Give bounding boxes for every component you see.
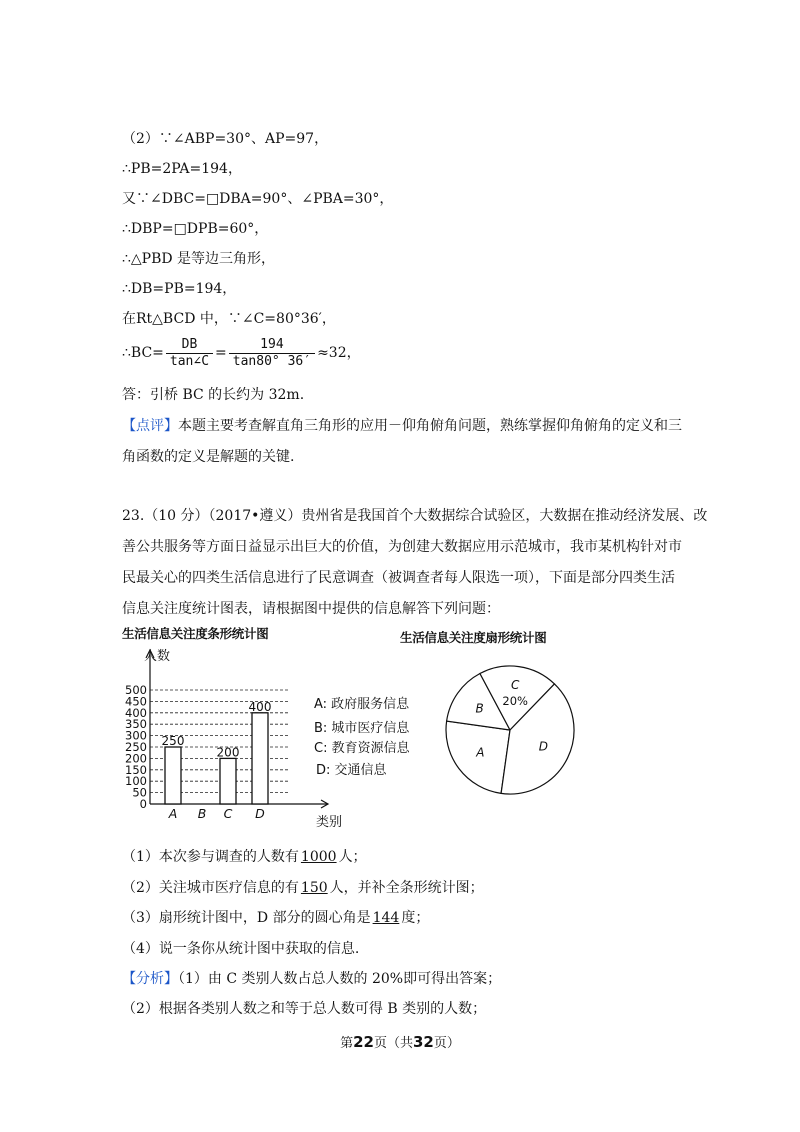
bar-chart xyxy=(110,642,430,832)
answer-1 xyxy=(122,847,367,867)
fraction-2-numerator: 194 xyxy=(229,337,315,354)
bar-value-label: 400 xyxy=(248,699,272,714)
analysis-line-2: （2）根据各类别人数之和等于总人数可得 B 类别的人数； xyxy=(122,1001,487,1017)
solution-line-4: ∴DBP=□DPB=60°， xyxy=(122,221,269,237)
bar-value-label: 250 xyxy=(161,734,185,748)
footer-prefix: 第 xyxy=(340,1036,354,1051)
footer-middle: 页（共 xyxy=(373,1036,413,1051)
answer-3-prefix: （3）扇形统计图中，D 部分的圆心角是 xyxy=(122,910,371,926)
y-tick-label: 350 xyxy=(125,717,147,732)
answer-2-suffix: 人，并补全条形统计图； xyxy=(329,880,484,896)
y-tick-label: 500 xyxy=(125,683,147,697)
y-axis-label: 人数 xyxy=(144,649,171,664)
pie-percent-label: 20% xyxy=(502,694,528,709)
question-line-1: 23.（10 分）（2017•遵义）贵州省是我国首个大数据综合试验区，大数据在推动经济发展、改 xyxy=(122,508,708,524)
answer-4: （4）说一条你从统计图中获取的信息. xyxy=(122,941,360,957)
y-tick-label: 100 xyxy=(125,774,147,789)
pie-label: C xyxy=(511,678,520,693)
solution-answer: 答：引桥 BC 的长约为 32m. xyxy=(122,387,305,403)
x-axis-label: 类别 xyxy=(316,815,343,830)
page-total: 32 xyxy=(413,1033,434,1051)
solution-line-6: ∴DB=PB=194， xyxy=(122,281,237,297)
analysis-line-1 xyxy=(122,969,501,989)
pie-chart xyxy=(440,646,580,816)
fraction-1 xyxy=(166,337,213,370)
analysis-text-1: （1）由 C 类别人数占总人数的 20%即可得出答案； xyxy=(178,971,502,987)
solution-fraction-line xyxy=(122,336,361,370)
answer-2-value: 150 xyxy=(300,880,328,896)
fraction-prefix: ∴BC= xyxy=(122,345,164,361)
pie-label: D xyxy=(538,739,549,754)
y-tick-label: 50 xyxy=(132,785,147,800)
solution-line-5: ∴△PBD 是等边三角形， xyxy=(122,251,276,267)
comment-text-1: 本题主要考查解直角三角形的应用－仰角俯角问题，熟练掌握仰角俯角的定义和三 xyxy=(178,418,682,434)
question-line-3: 民最关心的四类生活信息进行了民意调查（被调查者每人限选一项），下面是部分四类生活 xyxy=(122,570,675,586)
x-tick-label: D xyxy=(255,806,265,821)
bar-chart-title: 生活信息关注度条形统计图 xyxy=(122,626,269,641)
answer-1-value: 1000 xyxy=(300,849,337,865)
comment-tag: 【点评】 xyxy=(122,418,178,434)
pie-label: B xyxy=(475,701,484,716)
x-tick-label: C xyxy=(223,806,233,821)
fraction-2-denominator: tan80° 36′ xyxy=(232,353,312,369)
analysis-tag: 【分析】 xyxy=(122,971,178,987)
y-tick-label: 200 xyxy=(125,751,147,766)
fraction-equals: = xyxy=(215,345,227,361)
bar-value-label: 200 xyxy=(216,745,240,760)
page-footer xyxy=(0,1032,800,1051)
fraction-2 xyxy=(229,337,315,370)
pie-label: A xyxy=(476,745,485,760)
y-tick-label: 450 xyxy=(125,694,147,709)
answer-2-prefix: （2）关注城市医疗信息的有 xyxy=(122,880,299,896)
answer-1-suffix: 人； xyxy=(338,849,367,865)
x-tick-label: B xyxy=(197,806,207,821)
bar-c xyxy=(220,758,236,804)
solution-line-1: （2）∵∠ABP=30°、AP=97， xyxy=(122,131,329,147)
answer-2 xyxy=(122,878,484,898)
question-line-2: 善公共服务等方面日益显示出巨大的价值，为创建大数据应用示范城市，我市某机构针对市 xyxy=(122,539,682,555)
fraction-suffix: ≈32， xyxy=(317,345,361,361)
answer-3-value: 144 xyxy=(372,910,400,926)
answer-3 xyxy=(122,908,429,928)
question-line-4: 信息关注度统计图表，请根据图中提供的信息解答下列问题： xyxy=(122,601,500,617)
y-tick-label: 0 xyxy=(139,797,147,811)
legend-item-b: B: 城市医疗信息 xyxy=(314,721,410,736)
fraction-1-denominator: tan∠C xyxy=(169,353,210,369)
comment-line-1 xyxy=(122,416,682,436)
y-tick-label: 400 xyxy=(125,705,147,720)
solution-line-2: ∴PB=2PA=194， xyxy=(122,161,242,177)
bar-a xyxy=(165,747,181,804)
legend-item-d: D: 交通信息 xyxy=(316,763,387,778)
y-tick-label: 250 xyxy=(125,740,147,754)
bar-d xyxy=(252,713,268,804)
solution-line-3: 又∵∠DBC=□DBA=90°、∠PBA=30°， xyxy=(122,191,394,207)
legend-item-a: A: 政府服务信息 xyxy=(314,697,410,712)
solution-line-7: 在Rt△BCD 中，∵∠C=80°36′， xyxy=(122,311,336,327)
legend-item-c: C: 教育资源信息 xyxy=(314,741,410,756)
y-tick-label: 300 xyxy=(125,728,147,743)
page-number: 22 xyxy=(353,1033,374,1051)
pie-chart-title: 生活信息关注度扇形统计图 xyxy=(400,630,547,645)
comment-line-2: 角函数的定义是解题的关键. xyxy=(122,449,295,465)
y-tick-label: 150 xyxy=(125,762,147,777)
answer-1-prefix: （1）本次参与调查的人数有 xyxy=(122,849,299,865)
fraction-1-numerator: DB xyxy=(166,337,213,354)
answer-3-suffix: 度； xyxy=(401,910,430,926)
footer-suffix: 页） xyxy=(433,1036,460,1051)
x-tick-label: A xyxy=(168,806,178,821)
